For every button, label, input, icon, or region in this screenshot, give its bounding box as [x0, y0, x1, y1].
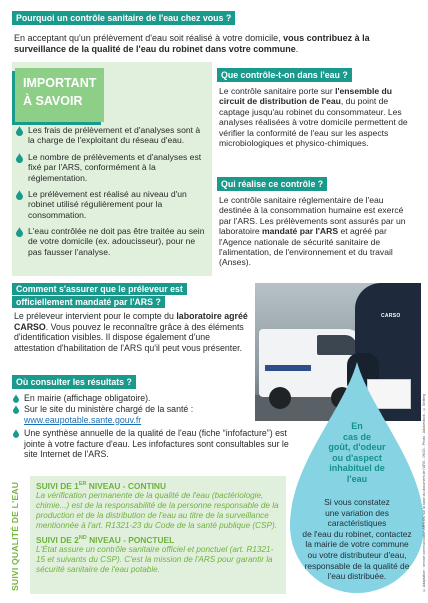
what-text-part: Le contrôle sanitaire porte sur: [219, 86, 336, 96]
list-item: [16, 226, 208, 257]
level1-text: La vérification permanente de la qualité de l'eau (bactériologie, chimie...) est de la responsabilité de la personne responsable de la production et de la distribution de l'eau au titre de la surveillance mentionnée à l'art. R1321-23 du Code de la santé publique (CSP).: [36, 491, 279, 530]
water-drop-bullet-icon: [16, 190, 23, 200]
level1-heading-sup: ER: [78, 481, 87, 488]
mandate-text-bold: laboratoire agréé CARSO: [14, 311, 248, 332]
van-wheel: [269, 387, 291, 409]
credits-text: © Adaptation : service communication ARS OC sur la base du document de l'ARS - 09/23 - Photo : Adobestock - © Shitterg: [422, 393, 426, 592]
van-windshield: [317, 335, 357, 355]
level2-heading-part: SUIVI DE 2: [36, 535, 79, 545]
results-site-text: Sur le site du ministère chargé de la santé :: [24, 404, 194, 414]
intro-heading: Pourquoi un contrôle sanitaire de l'eau chez vous ?: [12, 11, 235, 25]
list-item-text: [24, 404, 193, 425]
who-text: [219, 195, 418, 268]
level1-heading-end: NIVEAU - CONTINU: [86, 481, 167, 491]
list-item-text: En mairie (affichage obligatoire).: [24, 393, 151, 403]
level1-heading: [36, 481, 280, 491]
list-item-text: L'eau contrôlée ne doit pas être traitée au sein de votre domicile (ex. adoucisseur), pour ne pas fausser l'analyse.: [28, 226, 205, 257]
level2-text: L'État assure un contrôle sanitaire officiel et ponctuel (art. R1321-15 et suivants du CSP). C'est la mission de l'ARS pour garantir la sécurité sanitaire de l'eau potable.: [36, 545, 274, 574]
intro-text: [14, 33, 416, 55]
water-drop-bullet-icon: [13, 394, 19, 403]
level2-heading-sup: ND: [78, 535, 87, 542]
who-text-bold: mandaté par l'ARS: [262, 226, 339, 237]
level2-heading-end: NIVEAU - PONCTUEL: [86, 535, 175, 545]
list-item-text: Une synthèse annuelle de la qualité de l'eau (fiche “infofacture”) est jointe à votre facture d'eau. Les infofactures sont consultables sur le site Internet de l'ARS.: [24, 428, 289, 459]
results-heading: Où consulter les résultats ?: [12, 375, 136, 389]
mandate-text: [14, 311, 252, 353]
important-title-line2: À SAVOIR: [23, 94, 83, 108]
level1-heading-part: SUIVI DE 1: [36, 481, 79, 491]
list-item: [16, 189, 208, 220]
intro-text-part: En acceptant qu'un prélèvement d'eau soit réalisé à votre domicile,: [14, 33, 284, 43]
water-drop-bullet-icon: [13, 429, 19, 438]
list-item: [13, 428, 289, 460]
water-drop-bullet-icon: [16, 227, 23, 237]
drop-title: En cas de goût, d'odeur ou d'aspect inhabituel de l'eau: [328, 421, 386, 484]
intro-text-end: .: [295, 44, 299, 54]
who-heading: Qui réalise ce contrôle ?: [217, 177, 327, 191]
jacket-logo: CARSO: [381, 313, 401, 319]
important-title-line1: IMPORTANT: [23, 76, 97, 90]
what-text: [219, 86, 418, 148]
mandate-heading-text: Comment s'assurer que le préleveur est officiellement mandaté par l'ARS ?: [12, 283, 187, 308]
who-text-end: et agréé par l'Agence nationale de sécurité sanitaire de l'alimentation, de l'environnement et du travail (Anses).: [219, 226, 393, 268]
what-text-bold: l'ensemble du circuit de distribution de l'eau: [219, 86, 393, 107]
what-text-end: , du point de captage jusqu'au robinet du consommateur. Les analyses réalisées à votre domicile permettent de vérifier la conformité de l'eau sur les aspects microbiologiques et physico-chimiques.: [219, 96, 408, 149]
water-drop-bullet-icon: [13, 405, 19, 414]
drop-text: Si vous constatez une variation des caractéristiques de l'eau du robinet, contactez la mairie de votre commune ou votre distributeur d'eau, responsable de la qualité de l'eau distribuée.: [302, 497, 412, 582]
quality-monitoring-side-label: SUIVI QUALITÉ DE L'EAU: [10, 481, 20, 591]
list-item: [16, 125, 208, 146]
level2-heading: [36, 535, 280, 545]
mandate-text-end: . Vous pouvez le reconnaître grâce à des éléments d'identification visibles. Il dispose également d'une attestation d'habilitation de l'ARS qu'il peut vous présenter.: [14, 321, 244, 353]
list-item: [13, 404, 253, 425]
list-item-text: Le nombre de prélèvements et d'analyses est fixé par l'ARS, conformément à la réglementation.: [28, 152, 202, 183]
list-item-text: Le prélèvement est réalisé au niveau d'un robinet utilisé régulièrement pour la consommation.: [28, 189, 187, 220]
list-item: [13, 393, 253, 404]
who-text-part: Le contrôle sanitaire réglementaire de l'eau destinée à la consommation humaine est exercé par l'ARS. Les prélèvements sont assurés par un laboratoire: [219, 195, 406, 237]
water-drop-bullet-icon: [16, 153, 23, 163]
intro-text-bold: vous contribuez à la surveillance de la qualité de l'eau du robinet dans votre commune: [14, 33, 370, 54]
mandate-heading: [12, 283, 204, 308]
list-item-text: Les frais de prélèvement et d'analyses sont à la charge de l'exploitant du réseau d'eau.: [28, 125, 201, 146]
important-badge: [15, 68, 104, 122]
what-heading: Que contrôle-t-on dans l'eau ?: [217, 68, 352, 82]
mandate-text-part: Le préleveur intervient pour le compte du: [14, 311, 177, 321]
monitoring-panel: [30, 476, 286, 594]
eaupotable-link[interactable]: www.eaupotable.sante.gouv.fr: [24, 414, 142, 425]
water-drop-bullet-icon: [16, 126, 23, 136]
list-item: [16, 152, 208, 183]
